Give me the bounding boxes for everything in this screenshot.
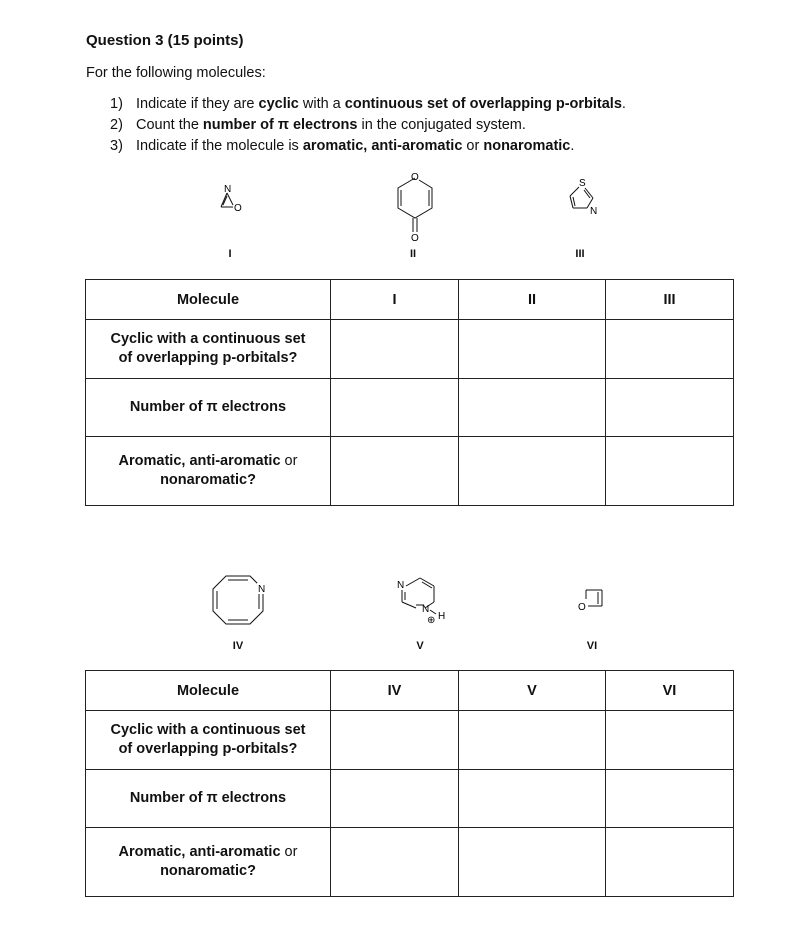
- instruction-text: Indicate if the molecule is: [136, 138, 303, 154]
- answer-cell-III-cyclic[interactable]: [606, 320, 734, 379]
- molecule-V-structure: [392, 572, 462, 632]
- table-1-row-aromatic-label: [86, 437, 331, 506]
- answer-cell-II-aromatic[interactable]: [459, 437, 606, 506]
- molecule-II-carbonyl-oxygen: O: [411, 233, 419, 244]
- molecule-I-atom-N: N: [224, 184, 232, 195]
- instruction-emphasis: cyclic: [258, 96, 299, 112]
- molecule-V-label: V: [416, 640, 424, 652]
- molecule-V-atom-N4: N: [422, 604, 430, 615]
- molecule-IV-label: IV: [232, 640, 244, 652]
- instruction-text: .: [621, 96, 626, 112]
- answer-cell-II-pi[interactable]: [459, 379, 606, 437]
- answer-table-2: [85, 670, 734, 897]
- answer-table-1: [85, 279, 734, 506]
- answer-cell-V-pi[interactable]: [459, 770, 606, 828]
- instruction-emphasis: continuous set of overlapping p-orbitals: [344, 96, 622, 112]
- table-2-row-pi-label: Number of π electrons: [86, 770, 331, 828]
- table-2-aromatic-bold1: Aromatic, anti-aromatic: [118, 844, 281, 860]
- molecule-III-label: III: [575, 248, 585, 260]
- instruction-text: in the conjugated system.: [357, 117, 526, 133]
- molecule-IV-atom-N: N: [258, 584, 266, 595]
- table-1-row-pi-label: Number of π electrons: [86, 379, 331, 437]
- table-2-aromatic-bold2: nonaromatic?: [160, 863, 256, 879]
- table-1-aromatic-bold1: Aromatic, anti-aromatic: [118, 453, 281, 469]
- answer-cell-VI-aromatic[interactable]: [606, 828, 734, 897]
- answer-cell-I-cyclic[interactable]: [331, 320, 459, 379]
- molecule-II-label: II: [409, 248, 417, 260]
- answer-cell-IV-aromatic[interactable]: [331, 828, 459, 897]
- table-2-row-aromatic-label: [86, 828, 331, 897]
- molecule-I-atom-O: O: [234, 203, 242, 214]
- table-2-cyclic-line1: Cyclic with a continuous set: [110, 722, 306, 738]
- instruction-item: [110, 115, 626, 136]
- answer-cell-III-pi[interactable]: [606, 379, 734, 437]
- instruction-item: [110, 136, 626, 157]
- answer-cell-V-cyclic[interactable]: [459, 711, 606, 770]
- instruction-emphasis: nonaromatic: [483, 138, 571, 154]
- table-1-column-II: II: [459, 280, 606, 320]
- table-1-cyclic-line1: Cyclic with a continuous set: [110, 331, 306, 347]
- instruction-item: [110, 94, 626, 115]
- molecule-III-structure: [562, 176, 602, 221]
- instruction-text: Indicate if they are: [136, 96, 259, 112]
- table-2-cyclic-line2: of overlapping p-orbitals?: [118, 741, 298, 757]
- table-2-aromatic-or: or: [280, 844, 298, 860]
- answer-cell-I-pi[interactable]: [331, 379, 459, 437]
- table-1-column-III: III: [606, 280, 734, 320]
- instruction-number: 3): [110, 138, 123, 154]
- molecule-VI-atom-O: O: [578, 602, 586, 613]
- table-2-column-VI: VI: [606, 671, 734, 711]
- molecule-I-structure: [212, 178, 252, 223]
- table-1-column-I: I: [331, 280, 459, 320]
- table-2-header-molecule: Molecule: [86, 671, 331, 711]
- molecule-VI-label: VI: [586, 640, 598, 652]
- instruction-emphasis: aromatic, anti-aromatic: [302, 138, 463, 154]
- table-2-column-IV: IV: [331, 671, 459, 711]
- instruction-number: 1): [110, 96, 123, 112]
- instruction-text: .: [570, 138, 575, 154]
- question-title: Question 3 (15 points): [86, 32, 244, 49]
- molecule-II-ring-oxygen: O: [411, 172, 419, 183]
- molecule-III-atom-N: N: [590, 206, 598, 217]
- answer-cell-IV-cyclic[interactable]: [331, 711, 459, 770]
- table-1-aromatic-bold2: nonaromatic?: [160, 472, 256, 488]
- answer-cell-I-aromatic[interactable]: [331, 437, 459, 506]
- answer-cell-IV-pi[interactable]: [331, 770, 459, 828]
- instruction-text: or: [462, 138, 484, 154]
- instruction-emphasis: number of π electrons: [202, 117, 358, 133]
- table-1-header-molecule: Molecule: [86, 280, 331, 320]
- molecule-II-structure: [390, 168, 440, 253]
- answer-cell-V-aromatic[interactable]: [459, 828, 606, 897]
- instruction-list: [110, 94, 626, 157]
- molecule-VI-structure: [576, 584, 616, 625]
- table-1-cyclic-line2: of overlapping p-orbitals?: [118, 350, 298, 366]
- instruction-text: with a: [298, 96, 345, 112]
- answer-cell-VI-cyclic[interactable]: [606, 711, 734, 770]
- answer-cell-III-aromatic[interactable]: [606, 437, 734, 506]
- answer-cell-II-cyclic[interactable]: [459, 320, 606, 379]
- question-intro: For the following molecules:: [86, 65, 266, 81]
- answer-cell-VI-pi[interactable]: [606, 770, 734, 828]
- instruction-number: 2): [110, 117, 123, 133]
- molecule-V-atom-H: H: [438, 611, 446, 622]
- table-1-aromatic-or: or: [280, 453, 298, 469]
- table-1-row-cyclic-label: [86, 320, 331, 379]
- molecule-IV-structure: [208, 570, 268, 635]
- molecule-III-atom-S: S: [579, 178, 586, 189]
- molecule-V-atom-N1: N: [397, 580, 405, 591]
- molecule-V-positive-charge: ⊕: [427, 615, 436, 626]
- instruction-text: Count the: [136, 117, 203, 133]
- molecule-I-label: I: [228, 248, 232, 260]
- table-2-column-V: V: [459, 671, 606, 711]
- table-2-row-cyclic-label: [86, 711, 331, 770]
